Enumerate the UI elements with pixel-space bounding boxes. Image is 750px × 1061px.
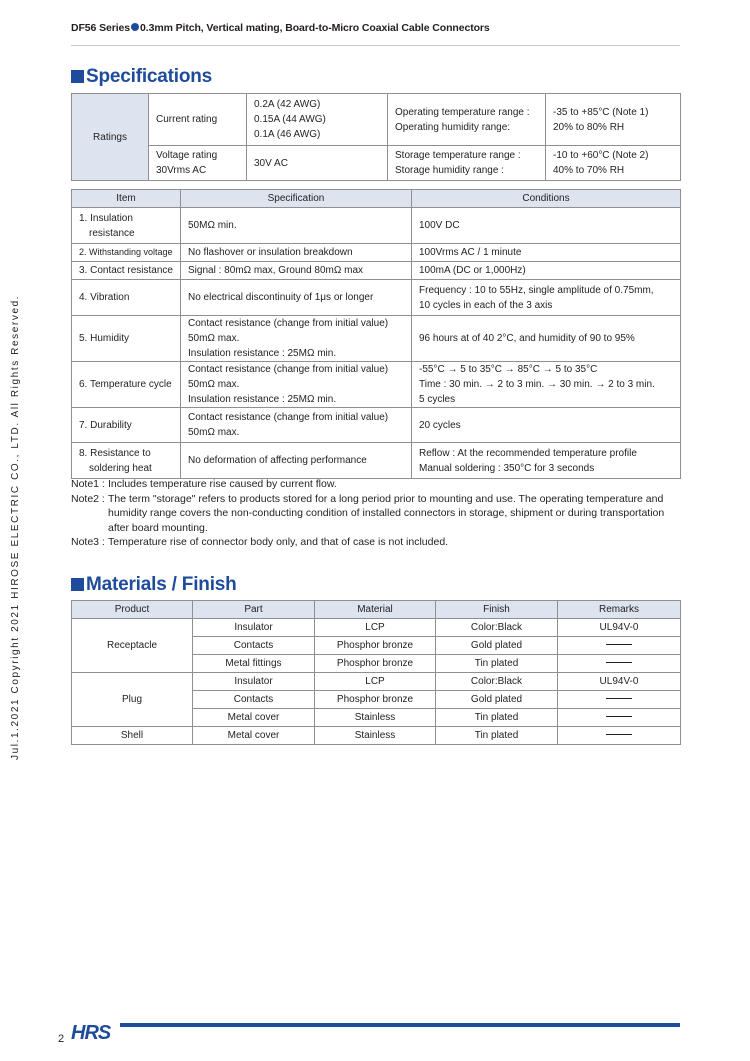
- material-cell: Stainless: [315, 709, 436, 727]
- operating-range-labels: Operating temperature range : Operating humidity range:: [388, 94, 546, 146]
- note-2: Note2 : The term "storage" refers to products stored for a long period prior to mounting and use. The operating temperature and humidity range covers the non-conducting condition of installed connectors in storage, shipment or during transportation after board mounting.: [71, 492, 665, 534]
- notes: [71, 477, 680, 550]
- table-row: [72, 280, 681, 316]
- table-row: [72, 619, 681, 637]
- finish-cell: Color:Black: [436, 619, 558, 637]
- conditions-cell: 100V DC: [412, 208, 681, 244]
- voltage-rating-value: 30V AC: [247, 146, 388, 181]
- specification-cell: No flashover or insulation breakdown: [181, 244, 412, 262]
- dash-mark: [606, 716, 632, 717]
- remarks-cell: [558, 727, 681, 745]
- conditions-cell: 100mA (DC or 1,000Hz): [412, 262, 681, 280]
- finish-cell: Tin plated: [436, 709, 558, 727]
- specifications-table: [71, 189, 681, 479]
- part-cell: Metal cover: [193, 727, 315, 745]
- hrs-logo: HRS: [71, 1022, 111, 1044]
- table-row: [72, 244, 681, 262]
- series-name: DF56 Series: [71, 22, 131, 34]
- footer-rule: [120, 1023, 680, 1027]
- series-description: 0.3mm Pitch, Vertical mating, Board-to-Micro Coaxial Cable Connectors: [140, 22, 490, 34]
- item-cell: 6. Temperature cycle: [72, 362, 181, 408]
- part-cell: Insulator: [193, 619, 315, 637]
- item-cell: 5. Humidity: [72, 316, 181, 362]
- table-row: [72, 262, 681, 280]
- column-header: Item: [72, 190, 181, 208]
- conditions-cell: Frequency : 10 to 55Hz, single amplitude of 0.75mm, 10 cycles in each of the 3 axis: [412, 280, 681, 316]
- item-cell: 2. Withstanding voltage: [72, 244, 181, 262]
- ratings-label: Ratings: [72, 94, 149, 181]
- note-1: Note1 : Includes temperature rise caused by current flow.: [71, 478, 337, 490]
- part-cell: Metal cover: [193, 709, 315, 727]
- table-row: [72, 408, 681, 443]
- storage-range-values: -10 to +60°C (Note 2) 40% to 70% RH: [546, 146, 681, 181]
- finish-cell: Color:Black: [436, 673, 558, 691]
- material-cell: LCP: [315, 619, 436, 637]
- part-cell: Contacts: [193, 691, 315, 709]
- column-header: Part: [193, 601, 315, 619]
- finish-cell: Gold plated: [436, 691, 558, 709]
- note-3: Note3 : Temperature rise of connector body only, and that of case is not included.: [71, 536, 449, 548]
- column-header: Material: [315, 601, 436, 619]
- specifications-title: Specifications: [71, 66, 212, 88]
- voltage-rating-label: Voltage rating 30Vrms AC: [149, 146, 247, 181]
- dash-mark: [606, 698, 632, 699]
- remarks-cell: UL94V-0: [558, 673, 681, 691]
- material-cell: Phosphor bronze: [315, 691, 436, 709]
- finish-cell: Tin plated: [436, 727, 558, 745]
- table-row: [72, 443, 681, 479]
- operating-range-values: -35 to +85°C (Note 1) 20% to 80% RH: [546, 94, 681, 146]
- specification-cell: No deformation of affecting performance: [181, 443, 412, 479]
- item-cell: 8. Resistance to soldering heat: [72, 443, 181, 479]
- specification-cell: Signal : 80mΩ max, Ground 80mΩ max: [181, 262, 412, 280]
- finish-cell: Gold plated: [436, 637, 558, 655]
- product-cell: Receptacle: [72, 619, 193, 673]
- materials-table: [71, 600, 681, 745]
- table-row: [72, 727, 681, 745]
- item-cell: 3. Contact resistance: [72, 262, 181, 280]
- conditions-cell: 20 cycles: [412, 408, 681, 443]
- remarks-cell: [558, 691, 681, 709]
- column-header: Specification: [181, 190, 412, 208]
- conditions-cell: 96 hours at of 40 2°C, and humidity of 90 to 95%: [412, 316, 681, 362]
- part-cell: Insulator: [193, 673, 315, 691]
- remarks-cell: [558, 637, 681, 655]
- part-cell: Contacts: [193, 637, 315, 655]
- conditions-cell: 100Vrms AC / 1 minute: [412, 244, 681, 262]
- column-header: Conditions: [412, 190, 681, 208]
- table-row: [72, 362, 681, 408]
- specification-cell: Contact resistance (change from initial value) 50mΩ max. Insulation resistance : 25MΩ min.: [181, 362, 412, 408]
- page-header: [71, 22, 680, 46]
- dash-mark: [606, 644, 632, 645]
- material-cell: Stainless: [315, 727, 436, 745]
- material-cell: LCP: [315, 673, 436, 691]
- dash-mark: [606, 662, 632, 663]
- section-square-icon: [71, 578, 84, 591]
- product-cell: Shell: [72, 727, 193, 745]
- item-cell: 7. Durability: [72, 408, 181, 443]
- remarks-cell: UL94V-0: [558, 619, 681, 637]
- section-square-icon: [71, 70, 84, 83]
- ratings-table: [71, 93, 681, 181]
- page-number: 2: [58, 1033, 65, 1045]
- table-row: [72, 208, 681, 244]
- dash-mark: [606, 734, 632, 735]
- current-rating-label: Current rating: [149, 94, 247, 146]
- storage-range-labels: Storage temperature range : Storage humidity range :: [388, 146, 546, 181]
- material-cell: Phosphor bronze: [315, 637, 436, 655]
- conditions-cell: -55°C → 5 to 35°C → 85°C → 5 to 35°C Time : 30 min. → 2 to 3 min. → 30 min. → 2 to 3 min. 5 cycles: [412, 362, 681, 408]
- item-cell: 4. Vibration: [72, 280, 181, 316]
- specification-cell: Contact resistance (change from initial value) 50mΩ max. Insulation resistance : 25MΩ min.: [181, 316, 412, 362]
- product-cell: Plug: [72, 673, 193, 727]
- remarks-cell: [558, 709, 681, 727]
- bullet-dot-icon: [131, 23, 139, 31]
- column-header: Remarks: [558, 601, 681, 619]
- material-cell: Phosphor bronze: [315, 655, 436, 673]
- finish-cell: Tin plated: [436, 655, 558, 673]
- column-header: Finish: [436, 601, 558, 619]
- item-cell: 1. Insulation resistance: [72, 208, 181, 244]
- table-row: [72, 673, 681, 691]
- materials-title: Materials / Finish: [71, 574, 237, 596]
- column-header: Product: [72, 601, 193, 619]
- specification-cell: No electrical discontinuity of 1μs or longer: [181, 280, 412, 316]
- part-cell: Metal fittings: [193, 655, 315, 673]
- current-rating-values: 0.2A (42 AWG) 0.15A (44 AWG) 0.1A (46 AWG): [247, 94, 388, 146]
- conditions-cell: Reflow : At the recommended temperature profile Manual soldering : 350°C for 3 seconds: [412, 443, 681, 479]
- remarks-cell: [558, 655, 681, 673]
- specification-cell: Contact resistance (change from initial value) 50mΩ max.: [181, 408, 412, 443]
- specification-cell: 50MΩ min.: [181, 208, 412, 244]
- table-row: [72, 316, 681, 362]
- side-copyright: Jul.1.2021 Copyright 2021 HIROSE ELECTRIC CO., LTD. All Rights Reserved.: [10, 294, 21, 760]
